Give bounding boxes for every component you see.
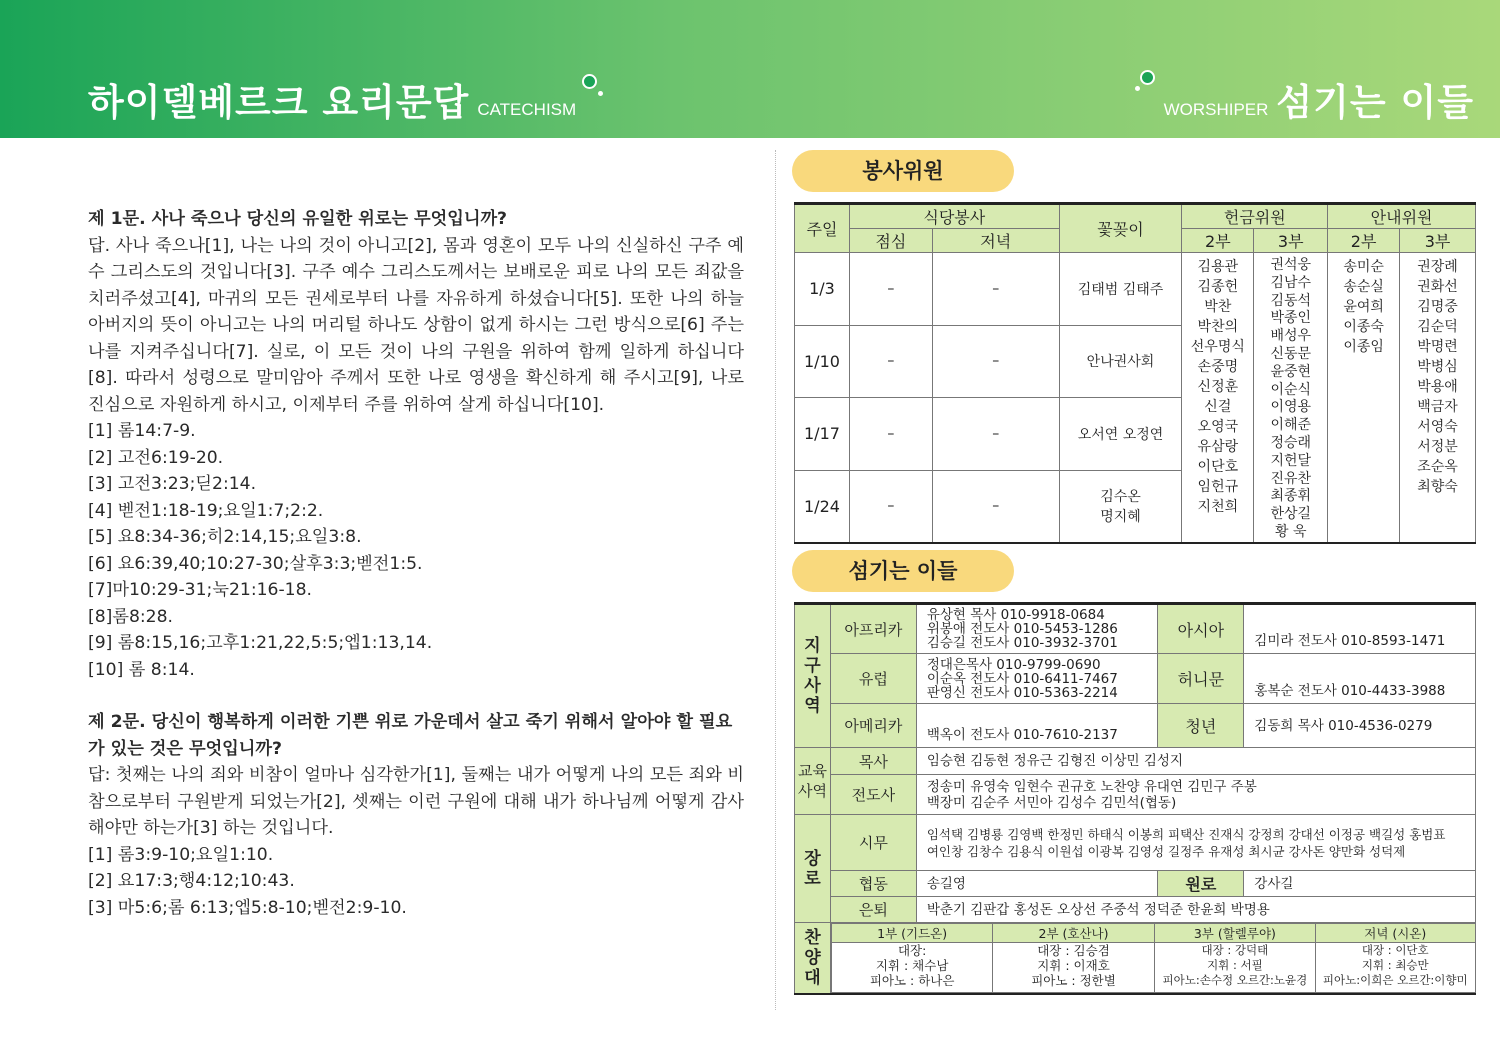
ref-item: [1] 롬3:9-10;요일1:10. [88,844,274,865]
ref-list [88,418,744,683]
asia-label: 아시아 [1158,604,1244,654]
dinner-cell: – [932,398,1059,471]
guide-2bu-list: 송미순 송순실 윤여희 이종숙 이종임 [1328,253,1400,543]
table-row [795,253,1476,326]
col-guide: 안내위원 [1328,204,1476,229]
table-row [795,923,1476,995]
offering-2bu-list: 김용관 김종헌 박찬 박찬의 선우명식 손중명 신정훈 신걸 오영국 유삼랑 이단호 임헌규 지천희 [1182,253,1254,543]
col-offering-2bu: 2부 [1182,229,1254,253]
retired-text: 박춘기 김판갑 홍성돈 오상선 주중석 정덕준 한윤희 박명용 [916,897,1475,923]
white-dot-icon [1135,86,1140,91]
africa-label: 아프리카 [830,604,916,654]
america-label: 아메리카 [830,704,916,748]
ref-item: [8]롬8:28. [88,606,174,627]
ref-item: [3] 고전3:23;딛2:14. [88,474,257,494]
active-text: 임석택 김병룡 김영백 한정민 하태식 이봉희 피택산 진재식 강정희 강대선 이정공 백길성 홍범표 여인창 김창수 김용식 이원섭 이광복 김영성 길정주 유재성 최시균 강사돈 양만화 성덕제 [916,815,1475,871]
worshiper-title: 섬기는 이들 [1276,81,1474,124]
table-row [795,897,1476,923]
choir-name: 저녁 (시온) [1316,924,1475,943]
ref-item: [4] 벧전1:18-19;요일1:7;2:2. [88,500,324,521]
choir-table [831,923,1476,993]
ref-item: [1] 롬14:7-9. [88,421,196,441]
table-row [795,871,1476,897]
col-guide-2bu: 2부 [1328,229,1400,253]
america-text: 백옥이 전도사 010-7610-2137 [916,704,1158,748]
ref-item: [7]마10:29-31;눅21:16-18. [88,580,313,600]
table-row [795,604,1476,654]
pastor-label: 목사 [830,748,916,775]
flowers-cell: 김수온 명지혜 [1059,470,1182,543]
choir-name: 1부 (기드온) [831,924,992,943]
offering-3bu-list: 권석웅 김남수 김동석 박종인 배성우 신동문 윤중현 이순식 이영용 이해준 정승래 지헌달 진유찬 최종휘 한상길 황 욱 [1254,253,1328,543]
choir-name: 3부 (할렐루야) [1154,924,1315,943]
col-cafeteria: 식당봉사 [849,204,1059,229]
choir-members: 대장 : 김승겸 지휘 : 이재호 피아노 : 정한별 [993,943,1154,993]
ref-item: [3] 마5:6;롬 6:13;엡5:8-10;벧전2:9-10. [88,897,407,918]
catechism-title: 하이델베르크 요리문답 [88,81,470,124]
coop-label: 협동 [830,871,916,897]
choir-members: 대장: 지휘 : 채수남 피아노 : 하나은 [831,943,992,993]
white-dot-icon [598,91,603,96]
flowers-cell: 김태범 김태주 [1059,253,1182,326]
lunch-cell: – [849,398,932,471]
ref-item: [9] 롬8:15,16;고후1:21,22,5:5;엡1:13,14. [88,633,433,653]
question-2-answer: 답: 첫째는 나의 죄와 비참이 얼마나 심각한가[1], 둘째는 내가 어떻게 나의 모든 죄와 비참으로부터 구원받게 되었는가[2], 셋째는 이런 구원에 대해 내가 하나님께 어떻게 감사해야만 하는가[3] 하는 것입니다. [88,765,744,838]
col-dinner: 저녁 [932,229,1059,253]
ref-item: [2] 요17:3;행4:12;10:43. [88,871,295,891]
table-row [795,815,1476,871]
dinner-cell: – [932,470,1059,543]
europe-text: 정대은목사 010-9799-0690 이순옥 전도사 010-6411-7467 판영신 전도사 010-5363-2214 [916,654,1158,704]
choir-category: 찬양대 [795,923,831,995]
education-category: 교육 사역 [795,748,831,815]
table-row [795,704,1476,748]
column-divider [775,150,776,1010]
catechism-subtitle: CATECHISM [477,100,577,119]
col-lunch: 점심 [849,229,932,253]
service-heading: 봉사위원 [792,150,1014,192]
retired-label: 은퇴 [830,897,916,923]
evangelist-label: 전도사 [830,775,916,815]
table-row [795,748,1476,775]
col-flowers: 꽃꽂이 [1059,204,1182,253]
date-cell: 1/3 [795,253,850,326]
guide-3bu-list: 권장례 권화선 김명중 김순덕 박명련 박병심 박용애 백금자 서영숙 서정분 조순옥 최향숙 [1400,253,1476,543]
elder-category: 장로 [795,815,831,923]
date-cell: 1/17 [795,398,850,471]
youth-label: 청년 [1158,704,1244,748]
elder-emeritus-text: 강사길 [1244,871,1476,897]
question-2-title: 제 2문. 당신이 행복하게 이러한 기쁜 위로 가운데서 살고 죽기 위해서 알아야 할 필요가 있는 것은 무엇입니까? [88,712,733,759]
col-week: 주일 [795,204,850,253]
evangelist-text: 정송미 유영숙 임현수 권규호 노찬양 유대연 김민구 주봉 백장미 김순주 서민아 김성수 김민석(협동) [916,775,1475,815]
flowers-cell: 오서연 오정연 [1059,398,1182,471]
coop-text: 송길영 [916,871,1158,897]
lunch-cell: – [849,470,932,543]
ref-item: [10] 롬 8:14. [88,659,195,680]
ref-item: [2] 고전6:19-20. [88,447,224,468]
ref-item: [6] 요6:39,40;10:27-30;살후3:3;벧전1:5. [88,553,423,574]
worshiper-heading [1164,72,1474,126]
choir-members: 대장 : 이단호 지휘 : 최승만 피아노:이희은 오르간:이향미 [1316,943,1475,993]
choir-members: 대장 : 강덕태 지휘 : 서필 피아노:손수정 오르간:노윤경 [1154,943,1315,993]
choir-name: 2부 (호산나) [993,924,1154,943]
dinner-cell: – [932,253,1059,326]
col-offering-3bu: 3부 [1254,229,1328,253]
europe-label: 유럽 [830,654,916,704]
col-guide-3bu: 3부 [1400,229,1476,253]
table-row [795,654,1476,704]
workers-heading: 섬기는 이들 [792,550,1014,592]
green-dot-icon [1140,70,1155,85]
lunch-cell: – [849,325,932,398]
header-banner [0,0,1500,138]
district-category: 지구사역 [795,604,831,748]
ref-item: [5] 요8:34-36;히2:14,15;요일3:8. [88,527,362,547]
africa-text: 유상현 목사 010-9918-0684 위봉애 전도사 010-5453-1286 김승길 전도사 010-3932-3701 [916,604,1158,654]
heni-text: 홍복순 전도사 010-4433-3988 [1244,654,1476,704]
date-cell: 1/24 [795,470,850,543]
flowers-cell: 안나권사회 [1059,325,1182,398]
green-dot-icon [582,74,597,89]
worshiper-subtitle: WORSHIPER [1163,100,1269,119]
dinner-cell: – [932,325,1059,398]
date-cell: 1/10 [795,325,850,398]
catechism-text [88,206,744,921]
table-row [795,775,1476,815]
youth-text: 김동희 목사 010-4536-0279 [1244,704,1476,748]
col-offering: 헌금위원 [1182,204,1328,229]
catechism-heading [88,72,576,126]
service-table [794,202,1476,544]
elder-emeritus-label: 원로 [1158,871,1244,897]
pastor-text: 임승현 김동현 정유근 김형진 이상민 김성지 [916,748,1475,775]
question-1-answer: 답. 사나 죽으나[1], 나는 나의 것이 아니고[2], 몸과 영혼이 모두 나의 신실하신 구주 예수 그리스도의 것입니다[3]. 구주 예수 그리스도께서는 보배로운 피로 나의 모든 죄값을 치러주셨고[4], 마귀의 모든 권세로부터 나를 자유하게 하셨습니다[5]. 또한 나의 하늘 아버지의 뜻이 아니고는 나의 머리털 하나도 상함이 없게 하시는 그런 방식으로[6] 주는 나를 지켜주십니다[7]. 실로, 이 모든 것이 나의 구원을 위하여 함께 일하게 하십니다[8]. 따라서 성령으로 말미암아 주께서 또한 나로 영생을 확신하게 해 주시고[9], 나로 진심으로 자원하게 하시고, 이제부터 주를 위하여 살게 하십니다[10]. [88,235,744,415]
lunch-cell: – [849,253,932,326]
heni-label: 허니문 [1158,654,1244,704]
question-1-title: 제 1문. 사나 죽으나 당신의 유일한 위로는 무엇입니까? [88,209,508,229]
asia-text: 김미라 전도사 010-8593-1471 [1244,604,1476,654]
active-label: 시무 [830,815,916,871]
workers-table [794,602,1476,995]
ref-list [88,842,744,922]
